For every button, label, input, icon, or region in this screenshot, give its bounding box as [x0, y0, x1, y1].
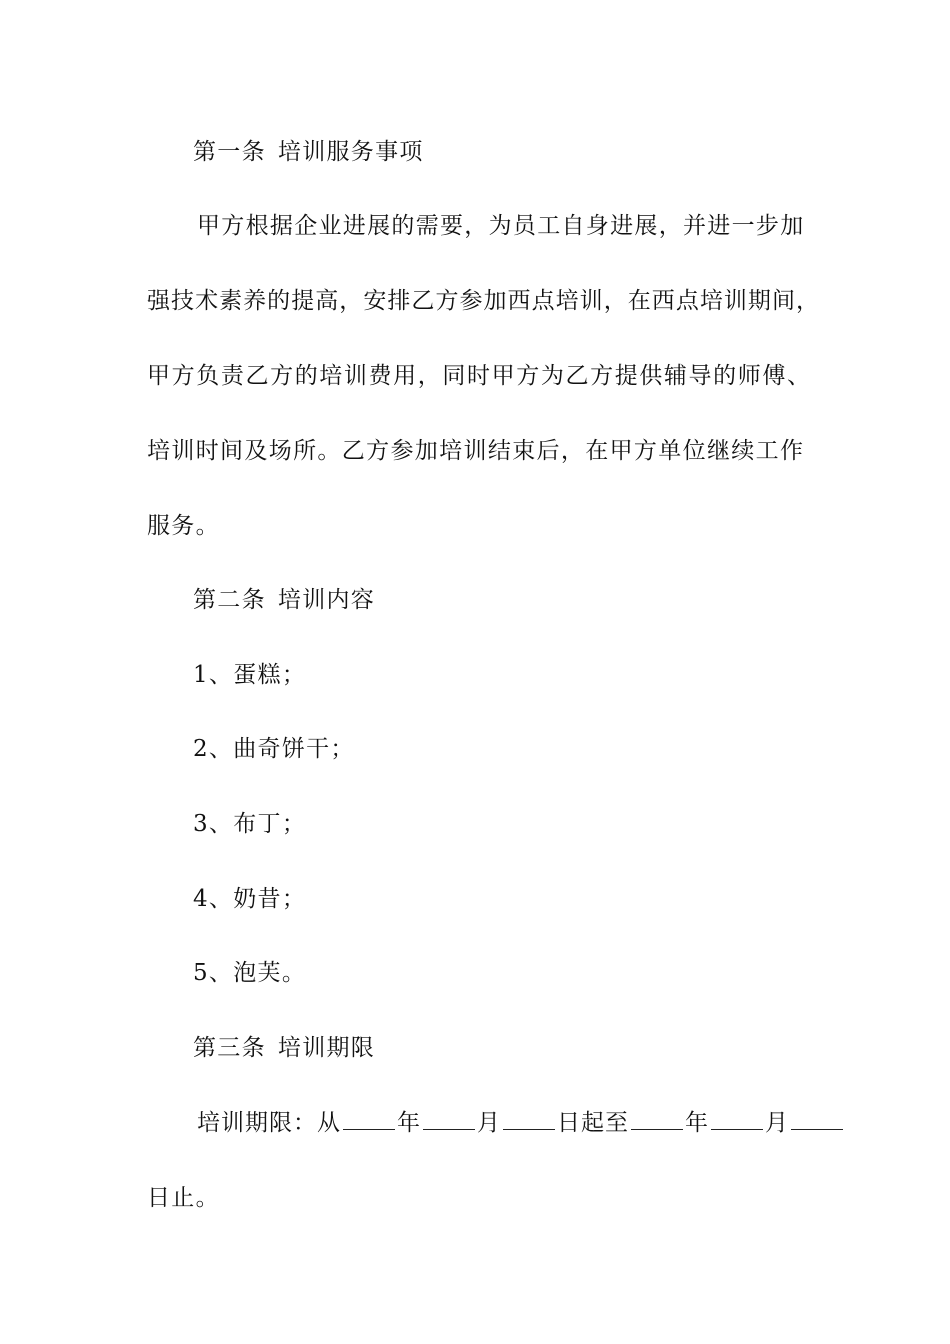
month-label-1: 月: [477, 1110, 501, 1136]
section1-para-line-3: 甲方负责乙方的培训费用，同时甲方为乙方提供辅导的师傅、: [147, 363, 810, 389]
section2-heading-number: 第二条: [193, 587, 266, 613]
training-period-line: [197, 1108, 845, 1138]
period-end-line: 日止。: [147, 1185, 220, 1211]
section3-heading: [193, 1033, 375, 1063]
section1-heading: [193, 137, 424, 167]
list-item: 5、泡芙。: [193, 960, 307, 986]
month-label-2: 月: [765, 1110, 789, 1136]
year-label-2: 年: [685, 1110, 709, 1136]
section1-para-line-5: 服务。: [147, 513, 220, 539]
section3-heading-number: 第三条: [193, 1035, 266, 1061]
start-year-blank[interactable]: [343, 1109, 395, 1130]
day-to-label: 日起至: [557, 1110, 629, 1136]
end-year-blank[interactable]: [631, 1109, 683, 1130]
end-month-blank[interactable]: [711, 1109, 763, 1130]
period-prefix: 培训期限：从: [197, 1110, 341, 1136]
year-label-1: 年: [397, 1110, 421, 1136]
list-item: 2、曲奇饼干；: [193, 736, 355, 762]
end-day-blank[interactable]: [791, 1109, 843, 1130]
start-month-blank[interactable]: [423, 1109, 475, 1130]
list-item: 3、布丁；: [193, 811, 307, 837]
section2-heading-title: 培训内容: [277, 587, 376, 613]
section2-heading: [193, 585, 375, 615]
section3-heading-title: 培训期限: [277, 1035, 376, 1061]
section1-heading-title: 培训服务事项: [277, 139, 424, 165]
section1-para-line-1: 甲方根据企业进展的需要，为员工自身进展，并进一步加: [197, 213, 805, 239]
list-item: 4、奶昔；: [193, 886, 307, 912]
list-item: 1、蛋糕；: [193, 662, 307, 688]
section1-heading-number: 第一条: [193, 139, 266, 165]
section1-para-line-4: 培训时间及场所。乙方参加培训结束后，在甲方单位继续工作: [147, 438, 803, 464]
start-day-blank[interactable]: [503, 1109, 555, 1130]
section1-para-line-2: 强技术素养的提高，安排乙方参加西点培训，在西点培训期间，: [147, 288, 819, 314]
